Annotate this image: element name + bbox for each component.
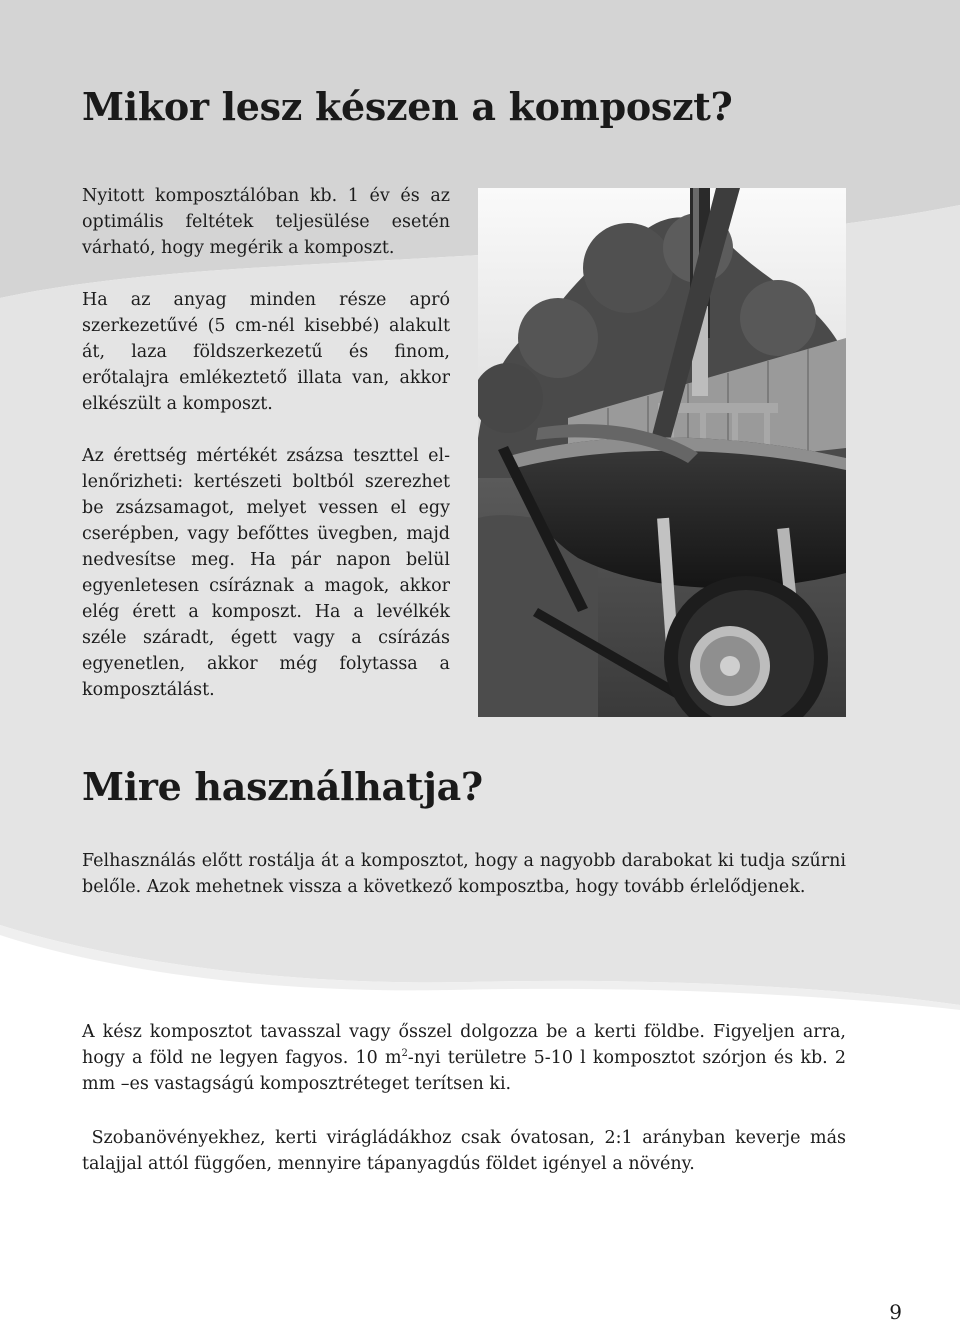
page-number: 9 (889, 1300, 902, 1324)
left-text-column (82, 183, 450, 703)
paragraph-sieving: Felhasználás előtt rostálja át a komposztot, hogy a nagyobb darabokat ki tudja szűrni belőle. Azok mehetnek vissza a következő komposztba, hogy tovább érlelődjenek. (82, 851, 846, 897)
wheelbarrow-photo (478, 188, 846, 717)
application-text-part-1: A kész komposztot tavasszal vagy ősszel dolgozza be a kerti földbe. Figyeljen arra, hogy a föld ne legyen fagyos. 10 m (82, 1022, 846, 1068)
paragraph-open-composter: Nyitott komposztálóban kb. 1 év és az optimális feltétek teljesülése esetén várható, hogy megérik a komposzt. (82, 186, 450, 258)
paragraph-application (82, 1019, 846, 1097)
usage-paragraph-1-block (82, 848, 846, 900)
wheelbarrow-image (478, 188, 846, 717)
paragraph-cress-test: Az érettség mértékét zsázsa teszttel ellenőrizheti: kertészeti boltból szerezhet be zsázsamagot, melyet vessen el egy cserépben, vagy befőttes üvegben, majd nedvesítse meg. Ha pár napon belül egyenletesen csíráznak a magok, akkor elég érett a komposzt. Ha a levélkék széle száradt, égett vagy a csírázás egyenetlen, akkor még folytassa a komposztálást. (82, 446, 450, 700)
usage-paragraph-2-block (82, 1019, 846, 1097)
application-text-part-2: -nyi területre 5-10 l komposztot szórjon és kb. 2 mm –es vastagságú komposztréteget terítsen ki. (82, 1048, 847, 1094)
usage-paragraph-3-block (82, 1125, 852, 1177)
section-title-usage: Mire használhatja? (82, 764, 483, 809)
superscript-2: 2 (401, 1048, 408, 1059)
paragraph-ready-signs: Ha az anyag minden része apró szerkezetűvé (5 cm-nél kisebbé) alakult át, laza földszerkezetű és finom, erőtalajra emlékeztető illata van, akkor elkészült a komposzt. (82, 290, 450, 414)
paragraph-houseplants: Szobanövényekhez, kerti virágládákhoz csak óvatosan, 2:1 arányban keverje más talajjal attól függően, mennyire tápanyagdús földet igényel a növény. (82, 1128, 852, 1174)
page-title: Mikor lesz készen a komposzt? (82, 84, 733, 129)
